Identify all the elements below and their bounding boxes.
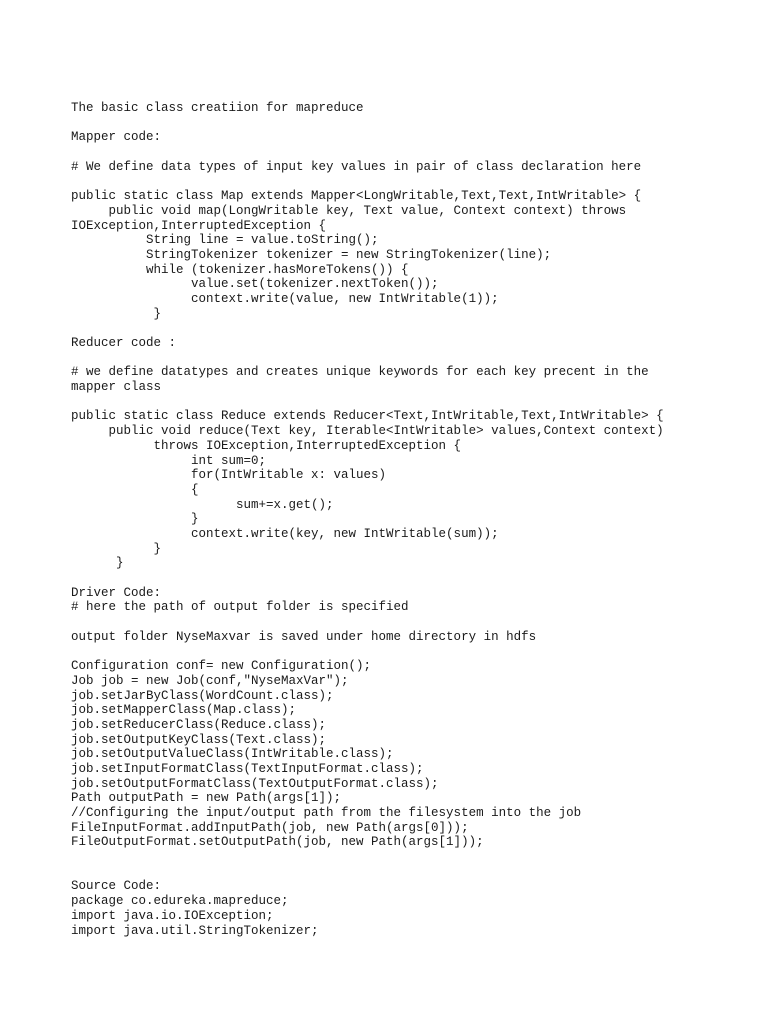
code-line: Job job = new Job(conf,"NyseMaxVar"); bbox=[71, 673, 349, 688]
blank-line bbox=[71, 116, 761, 131]
code-line: job.setOutputFormatClass(TextOutputFormat.class); bbox=[71, 776, 439, 791]
blank-line bbox=[71, 145, 761, 160]
code-line: public void map(LongWritable key, Text value, Context context) throws bbox=[71, 203, 627, 218]
code-line: { bbox=[71, 482, 199, 497]
driver-comment: # here the path of output folder is specified bbox=[71, 600, 409, 615]
code-line: StringTokenizer tokenizer = new StringTokenizer(line); bbox=[71, 247, 552, 262]
code-line: int sum=0; bbox=[71, 453, 267, 468]
code-line: sum+=x.get(); bbox=[71, 497, 334, 512]
code-line: } bbox=[71, 556, 124, 571]
blank-line bbox=[71, 395, 761, 410]
reducer-comment: # we define datatypes and creates unique keywords for each key precent in the bbox=[71, 365, 649, 380]
code-line: } bbox=[71, 541, 162, 556]
code-line: job.setReducerClass(Reduce.class); bbox=[71, 717, 327, 732]
code-line: job.setOutputKeyClass(Text.class); bbox=[71, 732, 327, 747]
code-line: FileInputFormat.addInputPath(job, new Path(args[0])); bbox=[71, 820, 469, 835]
code-line: for(IntWritable x: values) bbox=[71, 468, 387, 483]
blank-line bbox=[71, 615, 761, 630]
blank-line bbox=[71, 321, 761, 336]
code-line: job.setJarByClass(WordCount.class); bbox=[71, 688, 334, 703]
code-line: package co.edureka.mapreduce; bbox=[71, 894, 289, 909]
blank-line bbox=[71, 850, 761, 865]
blank-line bbox=[71, 644, 761, 659]
blank-line bbox=[71, 571, 761, 586]
code-line: Path outputPath = new Path(args[1]); bbox=[71, 791, 342, 806]
code-line: public static class Map extends Mapper<LongWritable,Text,Text,IntWritable> { bbox=[71, 189, 642, 204]
code-line: String line = value.toString(); bbox=[71, 233, 379, 248]
document-page bbox=[71, 101, 761, 938]
code-line: } bbox=[71, 512, 199, 527]
driver-note: output folder NyseMaxvar is saved under home directory in hdfs bbox=[71, 629, 537, 644]
source-heading: Source Code: bbox=[71, 879, 162, 894]
code-line: job.setOutputValueClass(IntWritable.class); bbox=[71, 747, 394, 762]
code-line: throws IOException,InterruptedException { bbox=[71, 438, 462, 453]
code-comment: //Configuring the input/output path from the filesystem into the job bbox=[71, 806, 582, 820]
code-line: import java.io.IOException; bbox=[71, 908, 274, 923]
code-line: } bbox=[71, 306, 162, 321]
code-line: import java.util.StringTokenizer; bbox=[71, 923, 319, 938]
code-line: while (tokenizer.hasMoreTokens()) { bbox=[71, 262, 409, 277]
mapper-comment: # We define data types of input key values in pair of class declaration here bbox=[71, 159, 642, 174]
document-title: The basic class creatiion for mapreduce bbox=[71, 101, 364, 115]
blank-line bbox=[71, 174, 761, 189]
code-line: context.write(value, new IntWritable(1)); bbox=[71, 291, 499, 306]
code-line: job.setMapperClass(Map.class); bbox=[71, 703, 297, 718]
reducer-heading: Reducer code : bbox=[71, 336, 177, 350]
code-line: public void reduce(Text key, Iterable<IntWritable> values,Context context) bbox=[71, 424, 664, 439]
reducer-comment: mapper class bbox=[71, 380, 162, 395]
blank-line bbox=[71, 865, 761, 880]
driver-heading: Driver Code: bbox=[71, 585, 162, 600]
mapper-heading: Mapper code: bbox=[71, 130, 162, 145]
code-line: job.setInputFormatClass(TextInputFormat.class); bbox=[71, 761, 424, 776]
code-line: public static class Reduce extends Reducer<Text,IntWritable,Text,IntWritable> { bbox=[71, 409, 664, 424]
code-line: Configuration conf= new Configuration(); bbox=[71, 659, 372, 674]
code-line: context.write(key, new IntWritable(sum)); bbox=[71, 526, 499, 541]
code-line: IOException,InterruptedException { bbox=[71, 218, 327, 233]
code-line: FileOutputFormat.setOutputPath(job, new Path(args[1])); bbox=[71, 835, 484, 850]
blank-line bbox=[71, 351, 761, 366]
code-line: value.set(tokenizer.nextToken()); bbox=[71, 277, 439, 292]
